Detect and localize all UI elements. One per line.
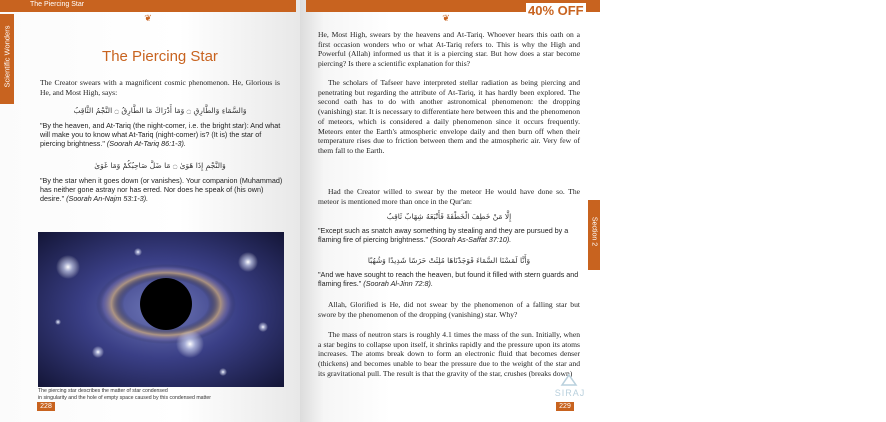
ornament-icon-right: ❦ [442, 13, 450, 23]
arabic-verse-1: وَالسَّمَاءِ وَالطَّارِقِ ۝ وَمَا أَدْرَاكَ مَا الطَّارِقُ ۝ النَّجْمُ الثَّاقِبُ [73, 106, 247, 115]
section-tab-left [0, 14, 14, 104]
quote-1-ref: (Soorah At-Tariq 86:1-3). [106, 139, 186, 149]
black-hole-image [38, 232, 284, 387]
paragraph-4: Allah, Glorified is He, did not swear by the phenomenon of a falling star but swore by the phenomenon of the dropping (vanishing) star. Why? [318, 300, 580, 319]
running-title-right: Th [877, 1, 886, 8]
quote-1-text: "By the heaven, and At-Tariq (the night-comer, i.e. the bright star): And what will make you to know what At-Tariq (night-comer) is? (It is) the star of piercing brightness." [40, 121, 281, 149]
running-title-left: The Piercing Star [30, 1, 85, 8]
quote-3-ref: (Soorah As-Saffat 37:10). [430, 235, 512, 245]
paragraph-2: The scholars of Tafseer have interpreted stellar radiation as being piercing and penetrating but regarding the attribute of At-Tariq, it has hardly been explored. The second oath has to do with another astronomical phenomenon: the dropping (vanishing) star. It is necessary to differentiate here between this and the phenomenon of meteors, which is considered a daily phenomenon since it occurs frequently. Meteors enter the Earth's atmospheric envelope daily and then burn off when their temperature rises due to friction between them and the atmospheric air. Very few of them fall to the Earth. [318, 78, 580, 155]
paragraph-3: Had the Creator willed to swear by the meteor He would have done so. The meteor is mentioned more than once in the Qur'an: [318, 187, 580, 206]
arabic-verse-3: إِلَّا مَنْ خَطِفَ الْخَطْفَةَ فَأَتْبَعَهُ شِهَابٌ ثَاقِبٌ [386, 212, 512, 221]
arabic-verse-2: وَالنَّجْمِ إِذَا هَوَىٰ ۝ مَا ضَلَّ صَاحِبُكُمْ وَمَا غَوَىٰ [94, 161, 226, 170]
quote-4 [318, 270, 580, 288]
watermark-logo-icon [560, 373, 578, 387]
watermark: SIRAJ [554, 388, 586, 398]
quote-2-text: "By the star when it goes down (or vanishes). Your companion (Muhammad) has neither gone astray nor has erred. Nor does he speak of (his own) desire." [40, 176, 283, 204]
arabic-verse-4: وَأَنَّا لَمَسْنَا السَّمَاءَ فَوَجَدْنَاهَا مُلِئَتْ حَرَسًا شَدِيدًا وَشُهُبًا [367, 256, 531, 265]
ornament-icon: ❦ [144, 13, 152, 23]
paragraph-1: He, Most High, swears by the heavens and At-Tariq. Whoever hears this oath on a first occasion wonders who or what At-Tariq refers to. This is why the High and Powerful (Allah) informed us that it is a piercing star. But how does a star become piercing? Is there a scientific explanation for this? [318, 30, 580, 69]
figure-caption [38, 388, 286, 401]
page-number-left: 228 [37, 402, 55, 411]
discount-badge: 40% OFF [528, 3, 584, 18]
intro-paragraph: The Creator swears with a magnificent cosmic phenomenon. He, Glorious is He, and Most High, says: [40, 78, 280, 97]
section-tab-right [588, 200, 600, 270]
quote-4-ref: (Soorah Al-Jinn 72:8). [363, 279, 433, 289]
top-bar-left [0, 0, 296, 12]
caption-line-1: The piercing star describes the matter of star condensed [38, 388, 168, 394]
quote-3-text: "Except such as snatch away something by stealing and they are pursued by a flaming fire of piercing brightness." [318, 226, 569, 245]
page-title: The Piercing Star [102, 48, 218, 65]
left-page [0, 0, 300, 422]
caption-line-2: in singularity and the hole of empty space caused by this condensed matter [38, 394, 212, 401]
section-tab-right-label: Section 2 [590, 216, 598, 247]
quote-2-ref: (Soorah An-Najm 53:1-3). [66, 194, 149, 204]
quote-3 [318, 226, 580, 244]
quote-4-text: "And we have sought to reach the heaven, but found it filled with stern guards and flaming fires." [318, 270, 579, 289]
quote-1 [40, 121, 284, 149]
paragraph-5: The mass of neutron stars is roughly 4.1 times the mass of the sun. Initially, when a star begins to collapse upon itself, it shrinks rapidly and the pressure upon its atoms increases. The atoms break down to form an electronic fluid that becomes denser (thickens) and becomes unable to bear the pressure due to the weight of the star and its gravitational pull. The result is that the gravity of the star, crushes (breaks down) [318, 330, 580, 378]
section-tab-left-label: Scientific Wonders [2, 25, 12, 88]
quote-2 [40, 176, 284, 204]
page-number-right: 229 [556, 402, 574, 411]
